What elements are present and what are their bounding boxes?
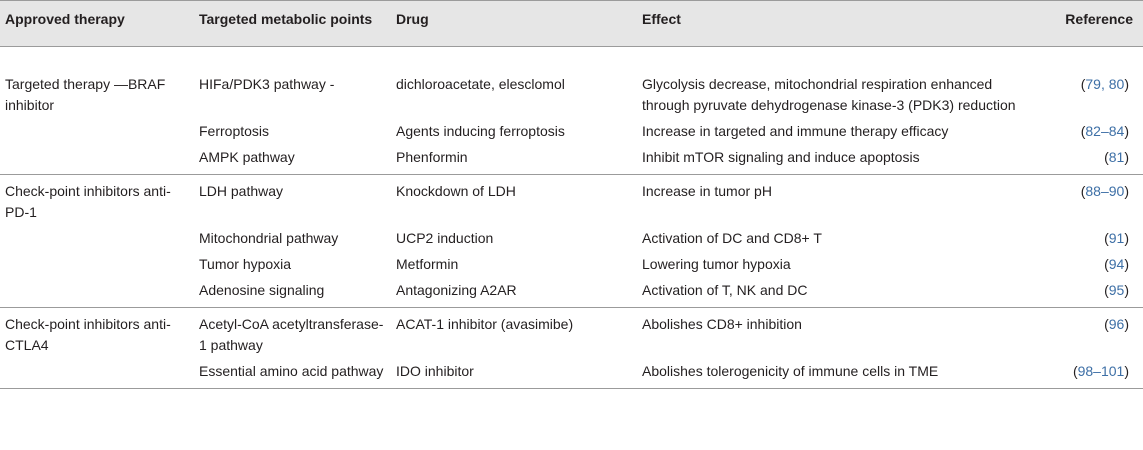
header-targeted-points: Targeted metabolic points	[194, 1, 391, 47]
header-approved-therapy: Approved therapy	[0, 1, 194, 47]
header-drug: Drug	[391, 1, 637, 47]
ref-open: (	[1080, 123, 1086, 139]
reference-link[interactable]: 94	[1108, 256, 1125, 272]
cell-effect: Lowering tumor hypoxia	[642, 256, 791, 272]
ref-open: (	[1080, 183, 1086, 199]
reference-link[interactable]: 98–101	[1077, 363, 1125, 379]
cell-point: Adenosine signaling	[194, 277, 391, 308]
table-row	[0, 47, 1143, 119]
header-effect: Effect	[637, 1, 1032, 47]
cell-therapy	[0, 358, 194, 389]
cell-reference	[1032, 277, 1143, 308]
header-reference: Reference	[1032, 1, 1143, 47]
cell-effect: Activation of DC and CD8+ T	[642, 230, 822, 246]
cell-point: Mitochondrial pathway	[199, 230, 339, 246]
cell-drug: IDO inhibitor	[391, 358, 637, 389]
cell-effect: Activation of T, NK and DC	[637, 277, 1032, 308]
ref-close: )	[1124, 230, 1129, 246]
cell-drug: ACAT-1 inhibitor (avasimibe)	[396, 316, 574, 332]
cell-drug: UCP2 induction	[396, 230, 494, 246]
cell-therapy	[0, 277, 194, 308]
table-body	[0, 47, 1143, 389]
cell-point: AMPK pathway	[194, 144, 391, 175]
ref-open: (	[1080, 76, 1086, 92]
table-row	[0, 175, 1143, 226]
cell-therapy: Targeted therapy —BRAF inhibitor	[5, 76, 166, 113]
cell-therapy	[0, 251, 194, 277]
reference-link[interactable]: 96	[1108, 316, 1125, 332]
table-row	[0, 251, 1143, 277]
ref-open: (	[1072, 363, 1078, 379]
cell-reference	[1032, 358, 1143, 389]
ref-open: (	[1104, 256, 1109, 272]
cell-reference	[1032, 225, 1143, 251]
ref-close: )	[1124, 256, 1129, 272]
cell-drug: Phenformin	[391, 144, 637, 175]
cell-reference	[1032, 175, 1143, 226]
ref-close: )	[1124, 316, 1129, 332]
cell-therapy: Check-point inhibitors anti-PD-1	[5, 183, 171, 220]
cell-effect: Inhibit mTOR signaling and induce apoptosis	[637, 144, 1032, 175]
cell-drug: Knockdown of LDH	[396, 183, 516, 199]
reference-link[interactable]: 82–84	[1085, 123, 1125, 139]
ref-close: )	[1124, 282, 1129, 298]
reference-link[interactable]: 79, 80	[1085, 76, 1125, 92]
cell-point: Ferroptosis	[199, 123, 270, 139]
cell-therapy	[0, 144, 194, 175]
reference-link[interactable]: 95	[1108, 282, 1125, 298]
reference-link[interactable]: 91	[1108, 230, 1125, 246]
cell-effect: Abolishes tolerogenicity of immune cells in TME	[637, 358, 1032, 389]
cell-reference	[1032, 47, 1143, 119]
ref-close: )	[1124, 76, 1129, 92]
ref-open: (	[1104, 282, 1109, 298]
table-header	[0, 1, 1143, 47]
cell-effect: Glycolysis decrease, mitochondrial respiration enhanced through pyruvate dehydrogenase kinase-3 (PDK3) reduction	[642, 76, 1016, 113]
table-row	[0, 277, 1143, 308]
cell-reference	[1032, 118, 1143, 144]
reference-link[interactable]: 88–90	[1085, 183, 1125, 199]
cell-therapy	[0, 225, 194, 251]
cell-point: HIFa/PDK3 pathway -	[199, 76, 335, 92]
cell-effect: Increase in targeted and immune therapy efficacy	[642, 123, 949, 139]
reference-link[interactable]: 81	[1108, 149, 1125, 165]
cell-drug: Antagonizing A2AR	[391, 277, 637, 308]
cell-point: Essential amino acid pathway	[194, 358, 391, 389]
cell-drug: Agents inducing ferroptosis	[396, 123, 565, 139]
table-row	[0, 225, 1143, 251]
header-row	[0, 1, 1143, 47]
table-row	[0, 144, 1143, 175]
ref-close: )	[1124, 123, 1129, 139]
cell-drug: dichloroacetate, elesclomol	[396, 76, 565, 92]
cell-effect: Increase in tumor pH	[642, 183, 772, 199]
cell-point: Tumor hypoxia	[199, 256, 292, 272]
cell-point: Acetyl-CoA acetyltransferase-1 pathway	[199, 316, 384, 353]
ref-open: (	[1104, 149, 1109, 165]
cell-therapy	[0, 118, 194, 144]
ref-close: )	[1124, 363, 1129, 379]
ref-open: (	[1104, 316, 1109, 332]
cell-reference	[1032, 144, 1143, 175]
ref-open: (	[1104, 230, 1109, 246]
cell-effect: Abolishes CD8+ inhibition	[642, 316, 802, 332]
cell-reference	[1032, 251, 1143, 277]
ref-close: )	[1124, 149, 1129, 165]
table-row	[0, 118, 1143, 144]
ref-close: )	[1124, 183, 1129, 199]
table-row	[0, 358, 1143, 389]
cell-reference	[1032, 308, 1143, 359]
cell-point: LDH pathway	[199, 183, 284, 199]
table-row	[0, 308, 1143, 359]
cell-drug: Metformin	[396, 256, 459, 272]
cell-therapy: Check-point inhibitors anti-CTLA4	[5, 316, 171, 353]
